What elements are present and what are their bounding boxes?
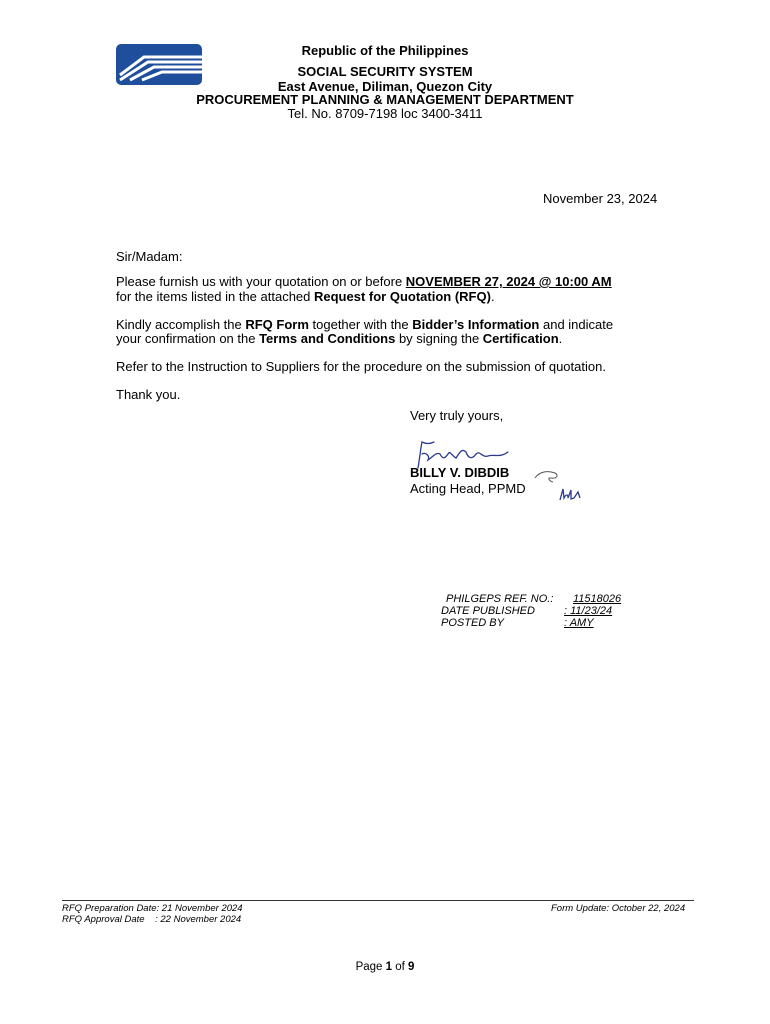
header-address: East Avenue, Diliman, Quezon City: [277, 79, 493, 94]
initial-mark-icon: [533, 468, 561, 484]
header-republic: Republic of the Philippines: [301, 43, 469, 58]
philgeps-ref-label: PHILGEPS REF. NO.:: [446, 593, 554, 605]
rfq-approval-date: RFQ Approval Date : 22 November 2024: [62, 914, 242, 925]
header-department: PROCUREMENT PLANNING & MANAGEMENT DEPARTMENT: [196, 92, 574, 107]
rfq-form: RFQ Form: [245, 317, 309, 332]
date-published-text: : 11/23/24: [564, 605, 613, 617]
paragraph-2-line-1: [116, 317, 613, 332]
paragraph-2-line-2: [116, 331, 562, 346]
page-of: of: [392, 961, 409, 973]
signatory-title: Acting Head, PPMD: [410, 481, 526, 496]
footer-divider: [62, 900, 694, 901]
date-published-value: [564, 605, 612, 617]
signatory-name: BILLY V. DIBDIB: [410, 465, 510, 480]
p2-text-d: your confirmation on the: [116, 331, 260, 346]
letter-date: November 23, 2024: [543, 191, 658, 206]
posted-by-label: POSTED BY: [441, 617, 504, 629]
page-number: [0, 961, 770, 973]
paragraph-3: Refer to the Instruction to Suppliers for the procedure on the submission of quotation.: [116, 359, 606, 374]
p2-text-c: and indicate: [539, 317, 614, 332]
header-tel: Tel. No. 8709-7198 loc 3400-3411: [287, 106, 483, 121]
p2-text-b: together with the: [308, 317, 413, 332]
deadline: NOVEMBER 27, 2024 @ 10:00 AM: [405, 274, 612, 289]
rfq-preparation-date: RFQ Preparation Date: 21 November 2024: [62, 903, 243, 914]
p1-period: .: [490, 289, 495, 304]
thank-you: Thank you.: [116, 387, 181, 402]
posted-by-value: [564, 617, 594, 629]
paragraph-1-line-1: [116, 274, 612, 289]
salutation: Sir/Madam:: [116, 249, 183, 264]
page-total: 9: [408, 961, 415, 973]
form-update-date: Form Update: October 22, 2024: [551, 903, 686, 914]
p2-text-e: by signing the: [395, 331, 483, 346]
closing: Very truly yours,: [410, 408, 504, 423]
header-agency: SOCIAL SECURITY SYSTEM: [297, 64, 473, 79]
bidders-information: Bidder’s Information: [412, 317, 540, 332]
page-current: 1: [385, 961, 393, 973]
paragraph-1-line-2: [116, 289, 495, 304]
initials-icon: [558, 486, 582, 502]
certification: Certification: [482, 331, 559, 346]
date-published-label: DATE PUBLISHED: [441, 605, 535, 617]
rfq-reference: Request for Quotation (RFQ): [314, 289, 491, 304]
p1-text-a: Please furnish us with your quotation on or before: [116, 274, 406, 289]
terms-and-conditions: Terms and Conditions: [259, 331, 396, 346]
p2-period: .: [558, 331, 563, 346]
p2-text-a: Kindly accomplish the: [116, 317, 246, 332]
page-prefix: Page: [355, 961, 386, 973]
philgeps-ref-value: 11518026: [573, 593, 622, 605]
posted-by-text: : AMY: [564, 617, 594, 629]
p1-text-b: for the items listed in the attached: [116, 289, 314, 304]
